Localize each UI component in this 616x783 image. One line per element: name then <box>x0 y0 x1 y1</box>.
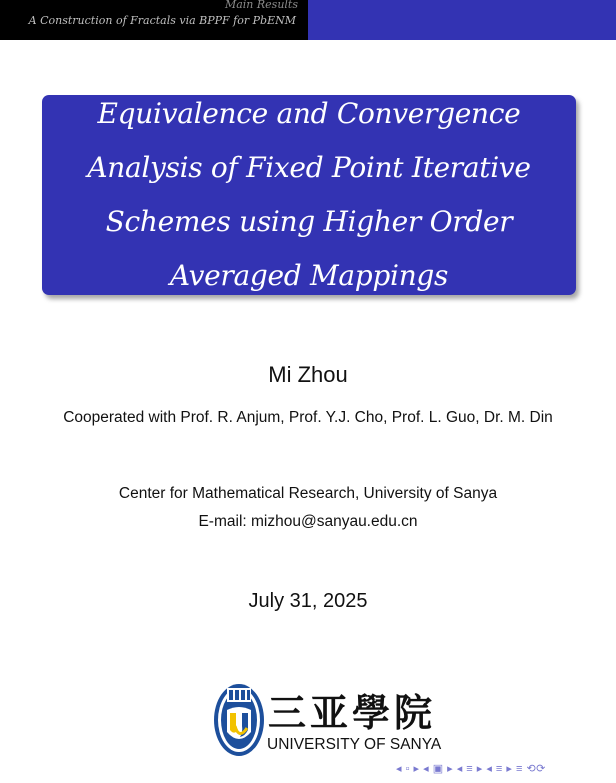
header-bar <box>0 0 616 40</box>
header-left <box>0 0 308 40</box>
presentation-date: July 31, 2025 <box>248 590 368 612</box>
institution: Center for Mathematical Research, University of Sanya <box>118 485 498 502</box>
section-title[interactable]: Main Results <box>224 0 298 11</box>
university-chinese-name: 三亚學院 <box>268 690 437 735</box>
header-right <box>308 0 616 40</box>
navigation-symbols[interactable]: ◂ ▫ ▸ ◂ ▣ ▸ ◂ ≡ ▸ ◂ ≡ ▸ ≡ ⟲⟳ <box>396 763 546 775</box>
subsection-title[interactable]: A Construction of Fractals via BPPF for PbENM <box>28 14 296 27</box>
cooperation-line: Cooperated with Prof. R. Anjum, Prof. Y.J. Cho, Prof. L. Guo, Dr. M. Din <box>63 409 553 426</box>
title-block <box>42 95 576 295</box>
email: E-mail: mizhou@sanyau.edu.cn <box>198 513 418 530</box>
university-logo <box>213 680 442 760</box>
author-name: Mi Zhou <box>268 362 348 387</box>
university-english-name: UNIVERSITY OF SANYA <box>267 736 442 753</box>
university-seal-icon <box>213 680 268 758</box>
presentation-title: Equivalence and Convergence Analysis of Fixed Point Iterative Schemes using Higher Order Averaged Mappings <box>87 96 531 293</box>
